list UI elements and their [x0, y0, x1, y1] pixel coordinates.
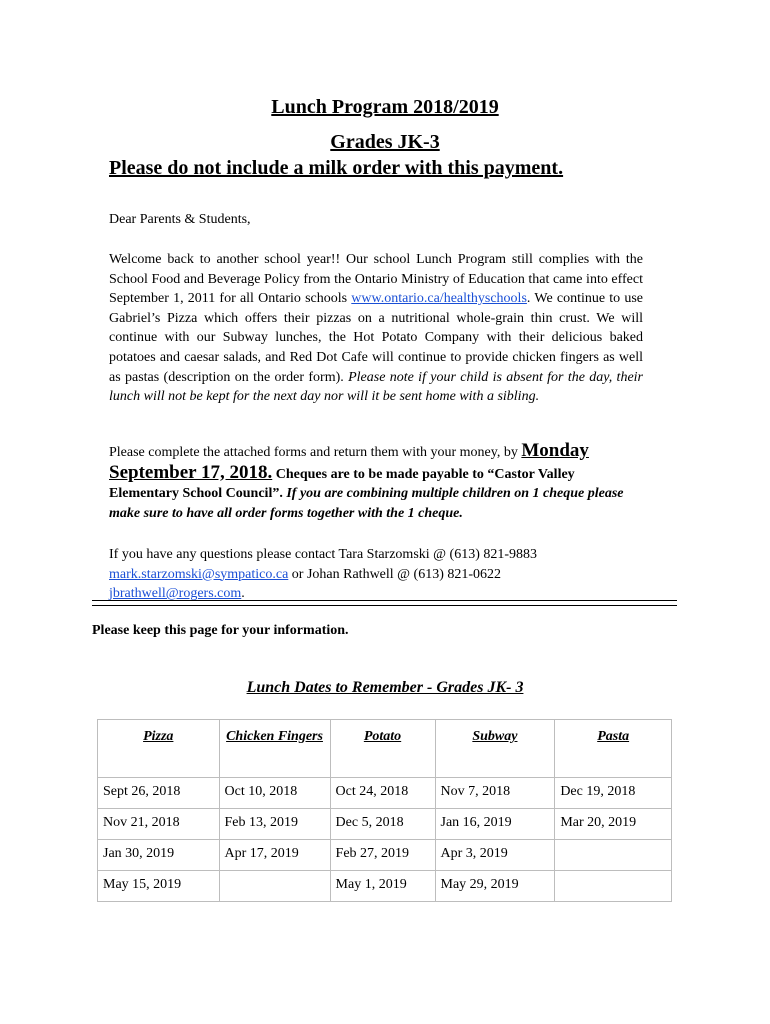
lunch-dates-table — [97, 719, 672, 902]
table-cell: Dec 19, 2018 — [555, 778, 672, 809]
table-cell: Nov 7, 2018 — [435, 778, 555, 809]
ontario-link[interactable]: www.ontario.ca/healthyschools — [351, 291, 527, 307]
welcome-text-2: . We continue to use Gabriel’s Pizza which offers their pizzas on a nutritional whole-grain thin crust. We will continue with our Subway lunches, the Hot Potato Company with their delicious baked potatoes and caesar salads, and Red Dot Cafe will continue to provide chicken fingers as well as pastas (description on the order form). — [109, 291, 643, 385]
column-header-potato: Potato — [330, 720, 435, 778]
table-cell — [219, 871, 330, 902]
welcome-paragraph — [109, 250, 643, 407]
contact-paragraph — [109, 545, 643, 604]
contact-text-1: If you have any questions please contact Tara Starzomski @ (613) 821-9883 — [109, 547, 538, 562]
table-cell — [555, 871, 672, 902]
table-cell: Mar 20, 2019 — [555, 809, 672, 840]
table-cell: Oct 24, 2018 — [330, 778, 435, 809]
table-cell: Dec 5, 2018 — [330, 809, 435, 840]
cheque-payable-note: Cheques are to be made payable to “Castor Valley Elementary School Council”. — [109, 466, 575, 502]
table-cell: Feb 13, 2019 — [219, 809, 330, 840]
complete-text: Please complete the attached forms and return them with your money, by — [109, 445, 522, 460]
page-title: Lunch Program 2018/2019 — [271, 96, 499, 118]
absence-note: Please note if your child is absent for the day, their lunch will not be kept for the next day nor will it be sent home with a sibling. — [109, 369, 643, 405]
grades-heading: Grades JK-3 — [330, 131, 440, 153]
table-cell: Apr 17, 2019 — [219, 840, 330, 871]
table-cell: Jan 30, 2019 — [98, 840, 220, 871]
lunch-dates-title: Lunch Dates to Remember - Grades JK- 3 — [246, 679, 524, 696]
instructions-paragraph — [109, 441, 643, 523]
table-cell: May 29, 2019 — [435, 871, 555, 902]
table-cell: Nov 21, 2018 — [98, 809, 220, 840]
table-header-row — [98, 720, 672, 778]
table-cell: Jan 16, 2019 — [435, 809, 555, 840]
deadline-period: . — [267, 461, 273, 483]
table-row — [98, 840, 672, 871]
table-row — [98, 778, 672, 809]
table-cell: Apr 3, 2019 — [435, 840, 555, 871]
greeting: Dear Parents & Students, — [109, 212, 251, 227]
column-header-pasta: Pasta — [555, 720, 672, 778]
table-cell: Feb 27, 2019 — [330, 840, 435, 871]
contact-text-2: or Johan Rathwell @ (613) 821-0622 — [288, 566, 502, 582]
table-cell — [555, 840, 672, 871]
column-header-subway: Subway — [435, 720, 555, 778]
email-link-johan[interactable]: jbrathwell@rogers.com — [109, 586, 242, 602]
table-cell: Sept 26, 2018 — [98, 778, 220, 809]
milk-notice: Please do not include a milk order with this payment. — [109, 157, 564, 179]
welcome-text-1: Welcome back to another school year!! Our school Lunch Program still complies with the School Food and Beverage Policy from the Ontario Ministry of Education that came into effect September 1, 2011 for all Ontario schools — [109, 252, 643, 307]
table-cell: May 15, 2019 — [98, 871, 220, 902]
contact-end: . — [241, 586, 245, 602]
column-header-pizza: Pizza — [98, 720, 220, 778]
email-link-tara[interactable]: mark.starzomski@sympatico.ca — [109, 566, 289, 582]
combining-children-note: If you are combining multiple children on 1 cheque please make sure to have all order forms together with the 1 cheque. — [109, 486, 624, 521]
double-divider — [92, 600, 677, 606]
deadline-date: Monday September 17, 2018 — [109, 440, 589, 483]
table-row — [98, 871, 672, 902]
table-cell: Oct 10, 2018 — [219, 778, 330, 809]
column-header-chicken-fingers: Chicken Fingers — [219, 720, 330, 778]
table-cell: May 1, 2019 — [330, 871, 435, 902]
keep-page-note: Please keep this page for your information. — [92, 623, 349, 638]
table-row — [98, 809, 672, 840]
